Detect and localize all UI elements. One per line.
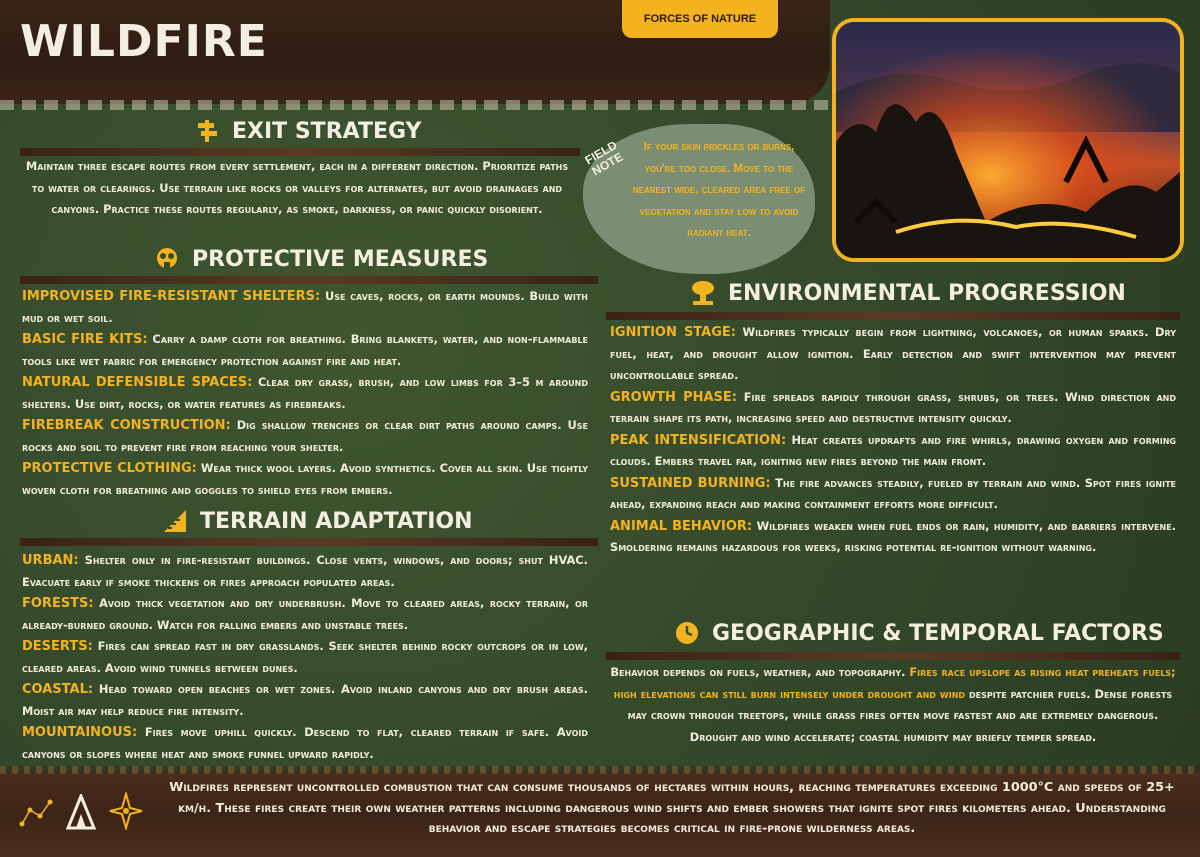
category-badge: FORCES OF NATURE — [622, 0, 778, 38]
divider — [606, 652, 1180, 660]
signpost-icon — [192, 116, 222, 146]
environmental-heading: ENVIRONMENTAL PROGRESSION — [688, 278, 1126, 308]
gas-mask-icon — [152, 244, 182, 274]
field-note-tag: FIELD NOTE — [582, 137, 626, 179]
list-item: URBAN: Shelter only in fire-resistant buildings. Close vents, windows, and doors; shut HVAC. Evacuate early if smoke thickens or fires approach populated areas. — [22, 553, 588, 589]
list-item: PEAK INTENSIFICATION: Heat creates updrafts and fire whirls, drawing oxygen and forming clouds. Embers travel far, igniting new fires beyond the main front. — [610, 432, 1176, 468]
list-item: NATURAL DEFENSIBLE SPACES: Clear dry grass, brush, and low limbs for 3–5 m around shelters. Use dirt, rocks, or water features as firebreaks. — [22, 375, 588, 411]
compass-star-icon — [108, 792, 144, 835]
protective-heading: PROTECTIVE MEASURES — [152, 244, 488, 274]
list-item: DESERTS: Fires can spread fast in dry grasslands. Seek shelter behind rocky outcrops or in low, cleared areas. Avoid wind tunnels between dunes. — [22, 639, 589, 675]
list-item: FIREBREAK CONSTRUCTION: Dig shallow trenches or clear dirt paths around camps. Use rocks and soil to prevent fire from reaching your shelter. — [22, 418, 588, 454]
list-item: BASIC FIRE KITS: Carry a damp cloth for breathing. Bring blankets, water, and non-flammable tools like wet fabric for emergency protection against fire and heat. — [22, 332, 588, 368]
terrain-heading: TERRAIN ADAPTATION — [160, 506, 473, 536]
footer-banner — [0, 772, 1200, 857]
footer-icons — [18, 790, 148, 840]
exit-strategy-heading: EXIT STRATEGY — [192, 116, 422, 146]
list-item: SUSTAINED BURNING: The fire advances steadily, fueled by terrain and wind. Spot fires ignite ahead, expanding reach and making containment efforts more difficult. — [610, 475, 1177, 511]
field-note — [583, 124, 815, 274]
globe-clock-icon — [672, 618, 702, 648]
wildfire-photo — [832, 18, 1184, 262]
list-item: IGNITION STAGE: Wildfires typically begin from lightning, volcanoes, or human sparks. Dry fuel, heat, and drought allow ignition. Early detection and swift intervention may prevent uncontrollable spread. — [610, 325, 1177, 382]
exit-strategy-text: Maintain three escape routes from every settlement, each in a different direction. Prioritize paths to water or clearings. Use terrain like rocks or valleys for alternates, but avoid drainages and canyons. Practice these routes regularly, as smoke, darkness, or panic quickly disorient. — [25, 159, 569, 216]
page-title: WILDFIRE — [20, 16, 268, 67]
constellation-icon — [18, 796, 56, 835]
geographic-text: Behavior depends on fuels, weather, and topography. Fires race upslope as rising heat preheats fuels; high elevations can still burn intensely under drought and wind despite patchier fuels. Dense forests may crown through treetops, while grass fires often move fastest and are extremely dangerous. Drought and wind accelerate; coastal humidity may briefly temper spread. — [610, 665, 1176, 744]
list-item: GROWTH PHASE: Fire spreads rapidly through grass, shrubs, or trees. Wind direction and terrain shape its path, increasing speed and destructive intensity quickly. — [610, 389, 1177, 425]
field-note-text: If your skin prickles or burns, you're too close. Move to the nearest wide, cleared area free of vegetation and stay low to avoid radiant heat. — [632, 140, 806, 239]
divider — [20, 538, 598, 546]
footer-text: Wildfires represent uncontrolled combustion that can consume thousands of hectares within hours, reaching temperatures exceeding 1000°C and speeds of 25+ km/h. These fires create their own weather patterns including dangerous wind shifts and ember showers that ignite spot fires kilometers ahead. Understanding behavior and escape strategies becomes critical in fire-prone wilderness areas. — [169, 780, 1175, 836]
list-item: MOUNTAINOUS: Fires move uphill quickly. Descend to flat, cleared terrain if safe. Avoid canyons or slopes where heat and smoke funnel upward rapidly. — [22, 725, 588, 761]
divider — [606, 312, 1180, 320]
list-item: ANIMAL BEHAVIOR: Wildfires weaken when fuel ends or rain, humidity, and barriers intervene. Smoldering remains hazardous for weeks, risking potential re-ignition without warning. — [610, 518, 1176, 554]
list-item: PROTECTIVE CLOTHING: Wear thick wool layers. Avoid synthetics. Cover all skin. Use tightly woven cloth for breathing and goggles to shield eyes from embers. — [22, 461, 588, 497]
environmental-list — [610, 322, 1176, 559]
divider — [20, 276, 598, 284]
list-item: COASTAL: Head toward open beaches or wet zones. Avoid inland canyons and dry brush areas. Moist air may help reduce fire intensity. — [22, 682, 588, 718]
protective-list — [22, 286, 588, 501]
terrain-list — [22, 550, 588, 765]
list-item: FORESTS: Avoid thick vegetation and dry underbrush. Move to cleared areas, rocky terrain, or already-burned ground. Watch for falling embers and unstable trees. — [22, 596, 588, 632]
divider — [20, 148, 580, 156]
tent-icon — [66, 794, 96, 835]
list-item: IMPROVISED FIRE-RESISTANT SHELTERS: Use caves, rocks, or earth mounds. Build with mud or wet soil. — [22, 289, 588, 325]
mountain-slope-icon — [160, 506, 190, 536]
geographic-heading: GEOGRAPHIC & TEMPORAL FACTORS — [672, 618, 1164, 648]
mushroom-cloud-icon — [688, 278, 718, 308]
